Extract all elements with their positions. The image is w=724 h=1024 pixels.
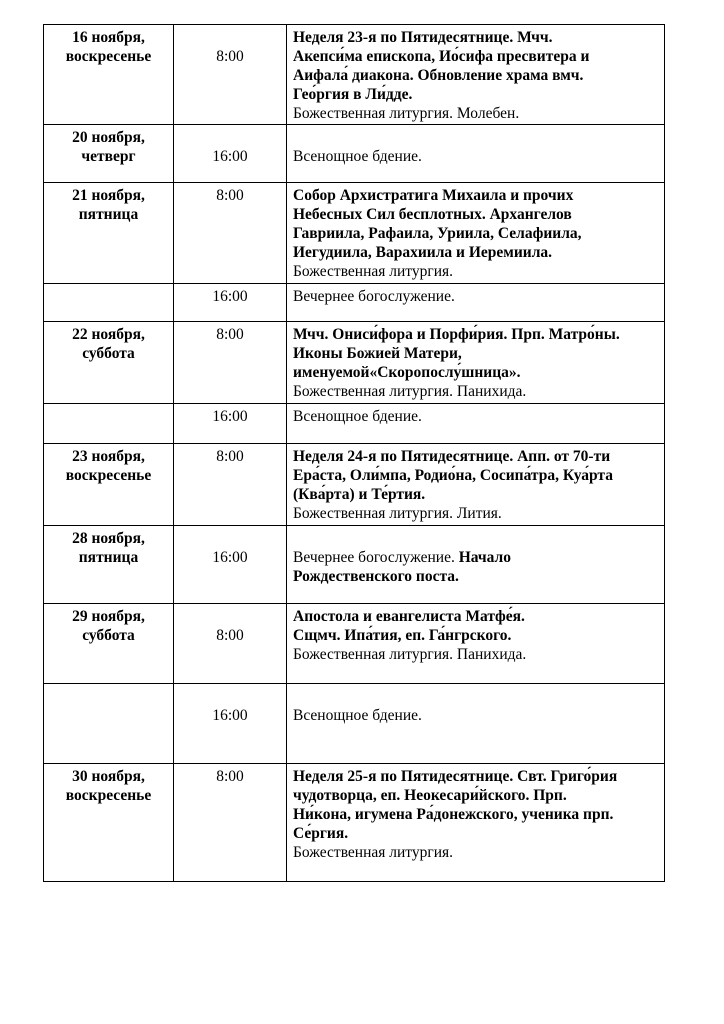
schedule-row — [44, 604, 665, 684]
feast-title-line: Апостола и евангелиста Матфе́я. — [293, 608, 525, 625]
date-cell — [44, 322, 174, 404]
weekday-line: пятница — [78, 549, 139, 566]
description-cell — [287, 684, 665, 764]
feast-title-line: Сщмч. Ипа́тия, еп. Га́нгрского. — [293, 627, 512, 644]
description-cell — [287, 125, 665, 183]
time-value: 8:00 — [216, 48, 244, 65]
service-line: Вечернее богослужение. — [293, 288, 455, 305]
schedule-row — [44, 526, 665, 604]
service-line: Божественная литургия. Лития. — [293, 505, 502, 522]
time-value: 8:00 — [216, 187, 244, 204]
feast-title-line: чудотворца, еп. Неокесари́йского. Прп. — [293, 787, 567, 804]
date-line: 16 ноября, — [72, 29, 145, 46]
time-cell — [174, 322, 287, 404]
service-line: Божественная литургия. Панихида. — [293, 383, 527, 400]
schedule-row — [44, 25, 665, 125]
feast-title-line: Аифала́ диакона. Обновление храма вмч. — [293, 67, 584, 84]
time-cell — [174, 404, 287, 444]
date-line: 21 ноября, — [72, 187, 145, 204]
time-cell — [174, 183, 287, 284]
time-value: 8:00 — [216, 768, 244, 785]
time-cell — [174, 684, 287, 764]
fast-name-line: Рождественского поста. — [293, 568, 459, 585]
date-line: 22 ноября, — [72, 326, 145, 343]
schedule-row — [44, 404, 665, 444]
feast-title-line: Акепси́ма епископа, Ио́сифа пресвитера и — [293, 48, 590, 65]
time-cell — [174, 284, 287, 322]
date-cell — [44, 183, 174, 284]
date-cell — [44, 125, 174, 183]
description-cell — [287, 444, 665, 526]
weekday-line: воскресенье — [65, 467, 152, 484]
schedule-row — [44, 322, 665, 404]
description-cell — [287, 183, 665, 284]
fast-start-label: Начало — [458, 549, 511, 566]
service-line: Божественная литургия. Молебен. — [293, 105, 520, 122]
time-cell — [174, 25, 287, 125]
feast-title-line: Се́ргия. — [293, 825, 349, 842]
time-value: 16:00 — [212, 408, 248, 425]
time-cell — [174, 444, 287, 526]
feast-title-line: Ни́кона, игумена Ра́донежского, ученика прп. — [293, 806, 614, 823]
description-cell — [287, 404, 665, 444]
feast-title-line: Гео́ргия в Ли́дде. — [293, 86, 413, 103]
feast-title-line: Гавриила, Рафаила, Уриила, Селафиила, — [293, 225, 582, 242]
time-cell — [174, 125, 287, 183]
weekday-line: суббота — [82, 345, 135, 362]
feast-title-line: Неделя 23-я по Пятидесятнице. Мчч. — [293, 29, 553, 46]
feast-title-line: (Ква́рта) и Те́ртия. — [293, 486, 426, 503]
date-cell — [44, 404, 174, 444]
date-cell — [44, 444, 174, 526]
feast-title-line: Иегудиила, Варахиила и Иеремиила. — [293, 244, 553, 261]
schedule-row — [44, 764, 665, 882]
schedule-row — [44, 684, 665, 764]
description-cell — [287, 764, 665, 882]
feast-title-line: именуемой«Скоропослу́шница». — [293, 364, 521, 381]
service-line: Божественная литургия. — [293, 263, 454, 280]
date-line: 28 ноября, — [72, 530, 145, 547]
service-line: Всенощное бдение. — [293, 148, 422, 165]
date-cell — [44, 684, 174, 764]
date-cell — [44, 604, 174, 684]
feast-title-line: Неделя 24-я по Пятидесятнице. Апп. от 70-ти — [293, 448, 611, 465]
time-cell — [174, 764, 287, 882]
weekday-line: четверг — [81, 148, 136, 165]
feast-title-line: Мчч. Ониси́фора и Порфи́рия. Прп. Матро́ны. — [293, 326, 620, 343]
time-cell — [174, 604, 287, 684]
service-schedule-table — [43, 24, 665, 882]
service-line — [293, 548, 658, 567]
feast-title-line: Собор Архистратига Михаила и прочих — [293, 187, 574, 204]
description-cell — [287, 322, 665, 404]
date-line: 20 ноября, — [72, 129, 145, 146]
date-line: 30 ноября, — [72, 768, 145, 785]
service-line: Божественная литургия. — [293, 844, 454, 861]
schedule-row — [44, 284, 665, 322]
feast-title-line: Ера́ста, Оли́мпа, Родио́на, Сосипа́тра, Куа́рта — [293, 467, 613, 484]
date-cell — [44, 284, 174, 322]
service-text: Вечернее богослужение. — [293, 549, 455, 566]
service-line: Всенощное бдение. — [293, 707, 422, 724]
feast-title-line: Неделя 25-я по Пятидесятнице. Свт. Григо́рия — [293, 768, 618, 785]
date-line: 29 ноября, — [72, 608, 145, 625]
weekday-line: суббота — [82, 627, 135, 644]
description-cell — [287, 526, 665, 604]
description-cell — [287, 284, 665, 322]
date-cell — [44, 526, 174, 604]
description-cell — [287, 604, 665, 684]
schedule-row — [44, 444, 665, 526]
time-value: 8:00 — [216, 326, 244, 343]
date-cell — [44, 764, 174, 882]
time-value: 16:00 — [212, 707, 248, 724]
weekday-line: пятница — [78, 206, 139, 223]
schedule-row — [44, 183, 665, 284]
description-cell — [287, 25, 665, 125]
date-line: 23 ноября, — [72, 448, 145, 465]
time-value: 16:00 — [212, 288, 248, 305]
time-cell — [174, 526, 287, 604]
time-value: 16:00 — [212, 148, 248, 165]
time-value: 16:00 — [212, 549, 248, 566]
weekday-line: воскресенье — [65, 48, 152, 65]
service-line: Божественная литургия. Панихида. — [293, 646, 527, 663]
time-value: 8:00 — [216, 627, 244, 644]
time-value: 8:00 — [216, 448, 244, 465]
weekday-line: воскресенье — [65, 787, 152, 804]
feast-title-line: Небесных Сил бесплотных. Архангелов — [293, 206, 572, 223]
date-cell — [44, 25, 174, 125]
feast-title-line: Иконы Божией Матери, — [293, 345, 462, 362]
schedule-row — [44, 125, 665, 183]
service-line: Всенощное бдение. — [293, 408, 422, 425]
